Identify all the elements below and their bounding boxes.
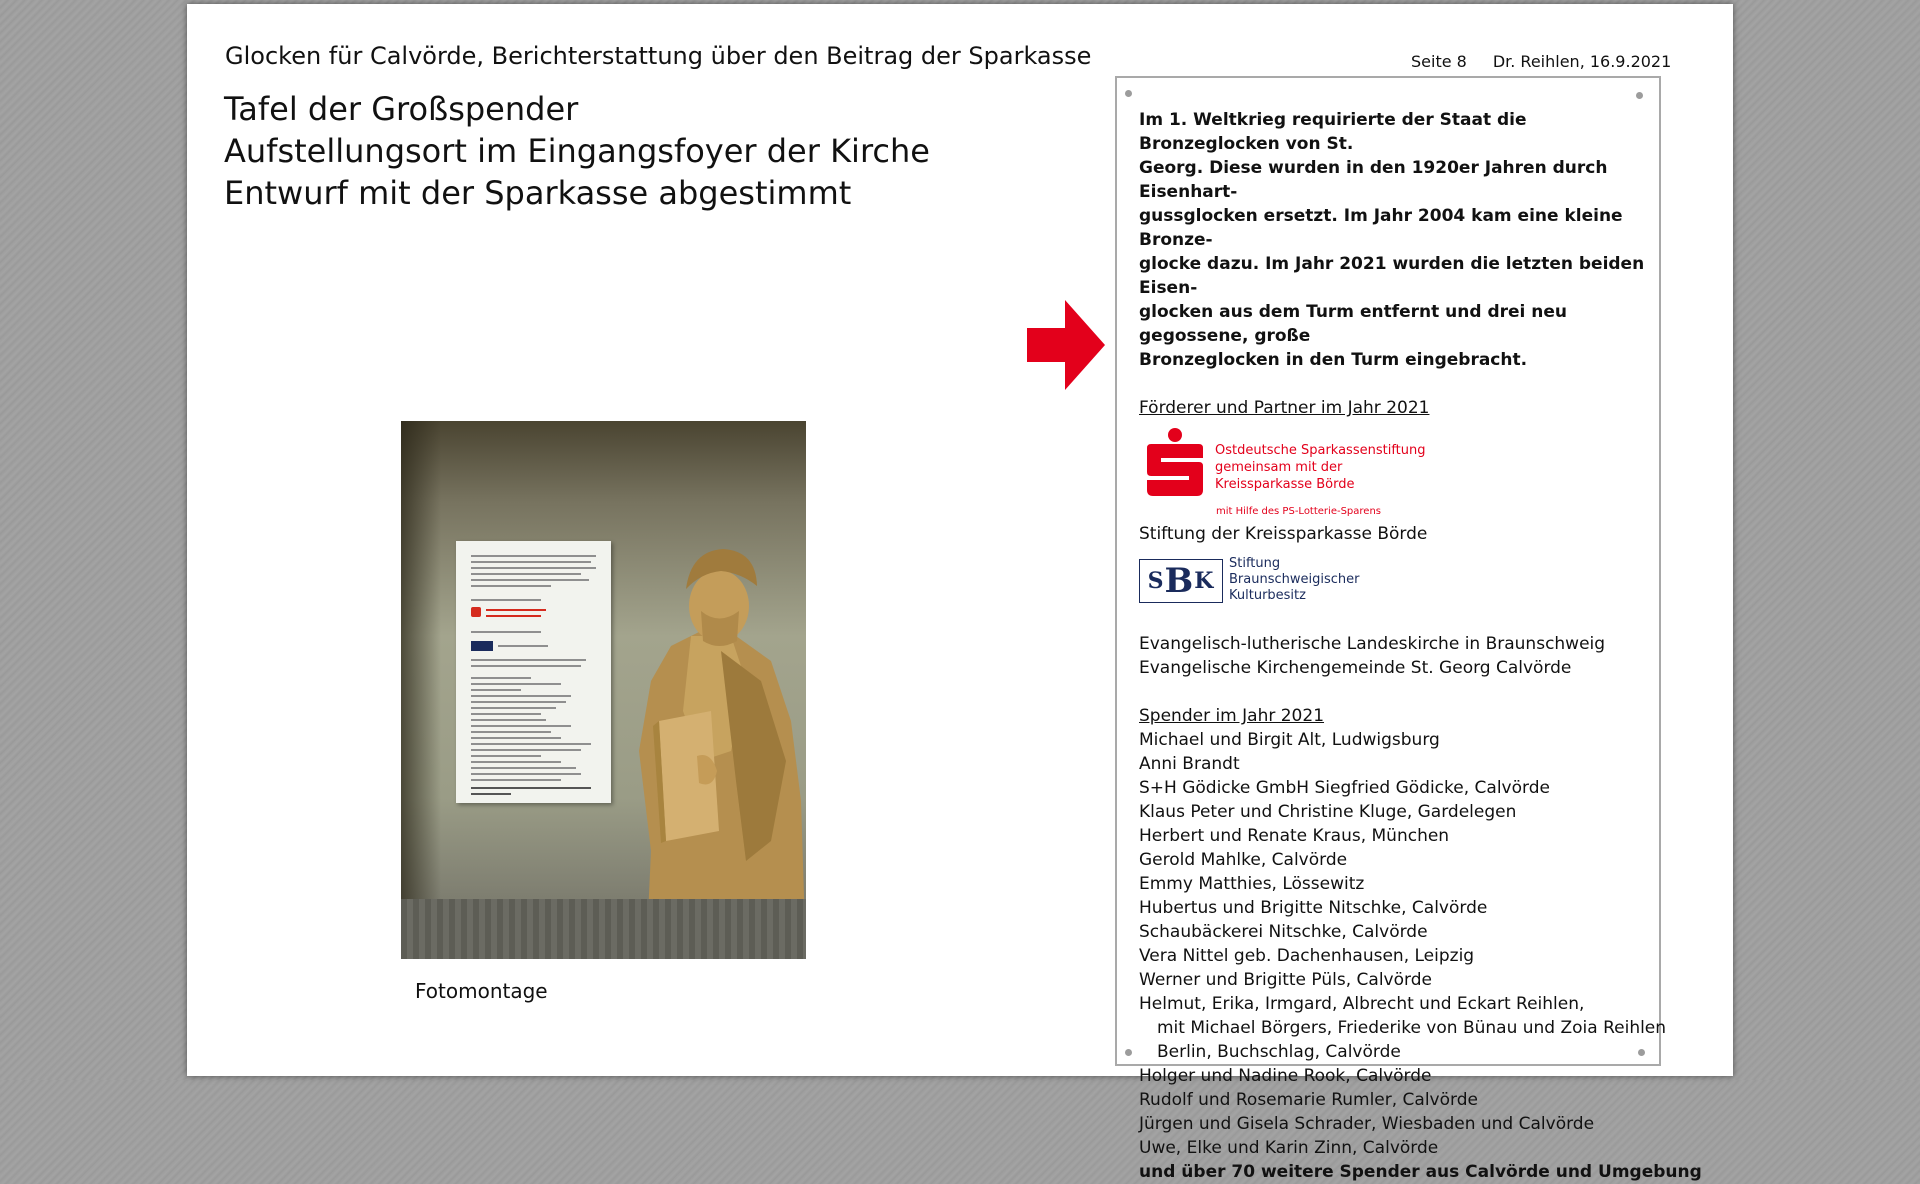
donor-item: S+H Gödicke GmbH Siegfried Gödicke, Calvörde: [1139, 778, 1550, 798]
donor-item: Holger und Nadine Rook, Calvörde: [1139, 1066, 1432, 1086]
donor-item: Rudolf und Rosemarie Rumler, Calvörde: [1139, 1090, 1478, 1110]
corner-screw-icon: [1636, 92, 1643, 99]
sbk-letter: B: [1164, 561, 1195, 601]
donor-item: Schaubäckerei Nitschke, Calvörde: [1139, 922, 1428, 942]
sbk-logo-text: [1229, 556, 1359, 604]
sparkasse-logo-line: Kreissparkasse Börde: [1215, 477, 1355, 492]
partners-heading: Förderer und Partner im Jahr 2021: [1139, 398, 1430, 418]
intro-line: glocken aus dem Turm entfernt und drei neu gegossene, große: [1139, 302, 1568, 346]
intro-line: Georg. Diese wurden in den 1920er Jahren durch Eisenhart-: [1139, 158, 1608, 202]
author-date: Dr. Reihlen, 16.9.2021: [1492, 52, 1672, 71]
sbk-logo-line: Braunschweigischer: [1229, 572, 1360, 587]
church-line: Evangelisch-lutherische Landeskirche in Braunschweig: [1139, 634, 1606, 654]
sparkasse-logo: [1139, 422, 1659, 522]
donor-item: Gerold Mahlke, Calvörde: [1139, 850, 1348, 870]
donor-item: Werner und Brigitte Püls, Calvörde: [1139, 970, 1432, 990]
donor-item: mit Michael Börgers, Friederike von Bünau und Zoia Reihlen: [1157, 1018, 1667, 1038]
donor-item: Michael und Birgit Alt, Ludwigsburg: [1139, 730, 1440, 750]
sparkasse-logo-line: gemeinsam mit der: [1215, 460, 1343, 475]
corner-screw-icon: [1125, 1049, 1132, 1056]
sparkasse-s-icon: [1147, 428, 1203, 496]
intro-line: Bronzeglocken in den Turm eingebracht.: [1139, 350, 1528, 370]
page-number: Seite 8: [1411, 52, 1467, 71]
sbk-letter: K: [1194, 568, 1215, 594]
heading-line: Aufstellungsort im Eingangsfoyer der Kirche: [224, 132, 930, 170]
church-line: Evangelische Kirchengemeinde St. Georg Calvörde: [1139, 658, 1572, 678]
stiftung-kreissparkasse: Stiftung der Kreissparkasse Börde: [1139, 524, 1428, 544]
sbk-logo-line: Stiftung: [1229, 556, 1281, 571]
photo-caption: Fotomontage: [415, 979, 548, 1003]
arrow-shape: [1027, 300, 1105, 390]
intro-line: Im 1. Weltkrieg requirierte der Staat die Bronzeglocken von St.: [1139, 110, 1527, 154]
donors-heading: Spender im Jahr 2021: [1139, 706, 1325, 726]
donor-item: Emmy Matthies, Lössewitz: [1139, 874, 1365, 894]
donor-item: Helmut, Erika, Irmgard, Albrecht und Eckart Reihlen,: [1139, 994, 1585, 1014]
donor-item: Jürgen und Gisela Schrader, Wiesbaden und Calvörde: [1139, 1114, 1595, 1134]
donor-item: Vera Nittel geb. Dachenhausen, Leipzig: [1139, 946, 1475, 966]
sbk-logo: [1139, 556, 1659, 608]
intro-line: glocke dazu. Im Jahr 2021 wurden die letzten beiden Eisen-: [1139, 254, 1645, 298]
plaque-draft-panel: [1115, 76, 1702, 1182]
heading-line: Entwurf mit der Sparkasse abgestimmt: [224, 174, 852, 212]
sparkasse-logo-line: Ostdeutsche Sparkassenstiftung: [1215, 443, 1426, 458]
sbk-letter: S: [1147, 568, 1165, 594]
sparkasse-logo-subline: mit Hilfe des PS-Lotterie-Sparens: [1216, 506, 1381, 517]
donor-item: Klaus Peter und Christine Kluge, Gardelegen: [1139, 802, 1517, 822]
donor-item: Herbert und Renate Kraus, München: [1139, 826, 1450, 846]
slide-page: [187, 4, 1733, 1182]
sbk-logo-line: Kulturbesitz: [1229, 588, 1306, 603]
donor-item: Anni Brandt: [1139, 754, 1240, 774]
corner-screw-icon: [1125, 90, 1132, 97]
heading-block: [224, 88, 930, 214]
donor-item: Hubertus und Brigitte Nitschke, Calvörde: [1139, 898, 1488, 918]
sbk-lettermark: [1139, 559, 1223, 603]
panel-content: [1139, 108, 1702, 1184]
red-arrow-icon: [1027, 300, 1105, 390]
intro-paragraph: [1139, 108, 1659, 372]
page-info: [1411, 52, 1671, 71]
intro-line: gussglocken ersetzt. Im Jahr 2004 kam eine kleine Bronze-: [1139, 206, 1623, 250]
donors-footer: und über 70 weitere Spender aus Calvörde und Umgebung: [1139, 1162, 1702, 1182]
donor-item: Uwe, Elke und Karin Zinn, Calvörde: [1139, 1138, 1439, 1158]
donor-item: Berlin, Buchschlag, Calvörde: [1157, 1042, 1401, 1062]
heading-line: Tafel der Großspender: [224, 90, 579, 128]
photomontage-image: [401, 421, 806, 959]
document-title: Glocken für Calvörde, Berichterstattung über den Beitrag der Sparkasse: [225, 42, 1092, 70]
luther-statue: [401, 421, 806, 959]
floor-tiles: [401, 899, 806, 959]
